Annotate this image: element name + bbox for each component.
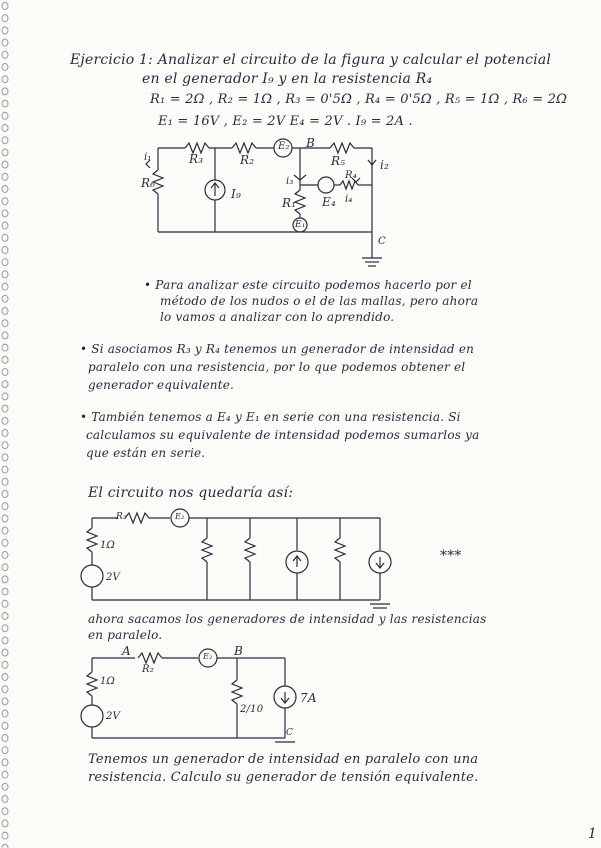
bullet1-line2: método de los nudos o el de las mallas, pero ahora [160,294,479,308]
label-r5: R₅ [331,154,346,168]
resistor-r1 [295,190,305,214]
c3-source-2v [81,705,103,727]
label-i4: i₄ [345,194,353,205]
label-i1: i₁ [144,152,152,163]
para2-line2: en paralelo. [88,628,163,642]
label-r6: R₆ [141,176,156,190]
para2-line1: ahora sacamos los generadores de intensidad y las resistencias [88,612,487,626]
c2-label-r2: R₂ [116,512,127,522]
c2-label-2v: 2V [106,572,120,583]
circuit-3 [81,649,296,742]
label-i3: i₃ [286,176,294,187]
c2-resistor-r2 [125,513,149,523]
c3-label-parallel-r: 2/10 [240,704,264,715]
c2-label-e2: E₂ [175,512,185,521]
c3-resistor-r2 [138,653,162,663]
resistor-r4 [340,181,358,189]
bullet3-line1: • También tenemos a E₄ y E₁ en serie con una resistencia. Si [80,410,461,424]
c3-label-node-b: B [234,644,244,658]
c2-resistor-1ohm [87,528,97,552]
bullet2-line1: • Si asociamos R₃ y R₄ tenemos un generador de intensidad en [80,342,475,356]
c3-label-node-a: A [122,644,131,658]
label-node-b: B [306,136,316,150]
exercise-title-line2: en el generador I₉ y en la resistencia R₄ [142,71,433,87]
bullet3-line2: calculamos su equivalente de intensidad podemos sumarlos ya [86,428,480,442]
c3-label-2v: 2V [106,711,120,722]
label-r3: R₃ [189,152,204,166]
label-r2: R₂ [240,153,255,167]
c3-resistor-parallel [232,680,242,704]
circuit-2 [81,509,391,608]
label-r1: R₁ [282,196,297,210]
c3-label-node-c: C [286,728,294,738]
label-i2: i₂ [380,158,390,172]
bullet1-line3: lo vamos a analizar con lo aprendido. [160,310,395,324]
resistor-r5 [330,143,354,153]
label-r4: R₄ [345,170,357,181]
c3-label-r2: R₂ [142,664,154,675]
label-e1: E₁ [295,220,306,230]
label-e4: E₄ [322,195,336,209]
para3-line1: Tenemos un generador de intensidad en paralelo con una [88,752,479,767]
bullet2-line3: generador equivalente. [88,378,235,392]
c3-label-current: 7A [300,691,317,705]
label-ig: I₉ [231,187,241,201]
bullet2-line2: paralelo con una resistencia, por lo que podemos obtener el [88,360,466,374]
exercise-title: Ejercicio 1: Analizar el circuito de la figura y calcular el potencial [70,52,552,68]
c2-label-1ohm: 1Ω [100,540,116,551]
stars-mark: *** [440,548,462,564]
c3-label-e2: E₂ [203,652,213,661]
bullet1-line1: • Para analizar este circuito podemos hacerlo por el [144,278,472,292]
c2-source-2v [81,565,103,587]
resistor-r2 [232,143,256,153]
bullet3-line3: que están en serie. [86,446,206,460]
params-line1: R₁ = 2Ω , R₂ = 1Ω , R₃ = 0'5Ω , R₄ = 0'5Ω , R₅ = 1Ω , R₆ = 2Ω [150,92,568,107]
c3-label-1ohm: 1Ω [100,676,116,687]
label-node-c: C [378,236,386,247]
para3-line2: resistencia. Calculo su generador de tensión equivalente. [88,770,479,785]
page-number: 1 [587,826,597,842]
params-line2: E₁ = 16V , E₂ = 2V E₄ = 2V . I₉ = 2A . [158,114,413,129]
label-e2: E₂ [278,141,290,152]
source-e4 [318,177,334,193]
c3-resistor-1ohm [87,672,97,696]
section-heading: El circuito nos quedaría así: [88,485,294,501]
